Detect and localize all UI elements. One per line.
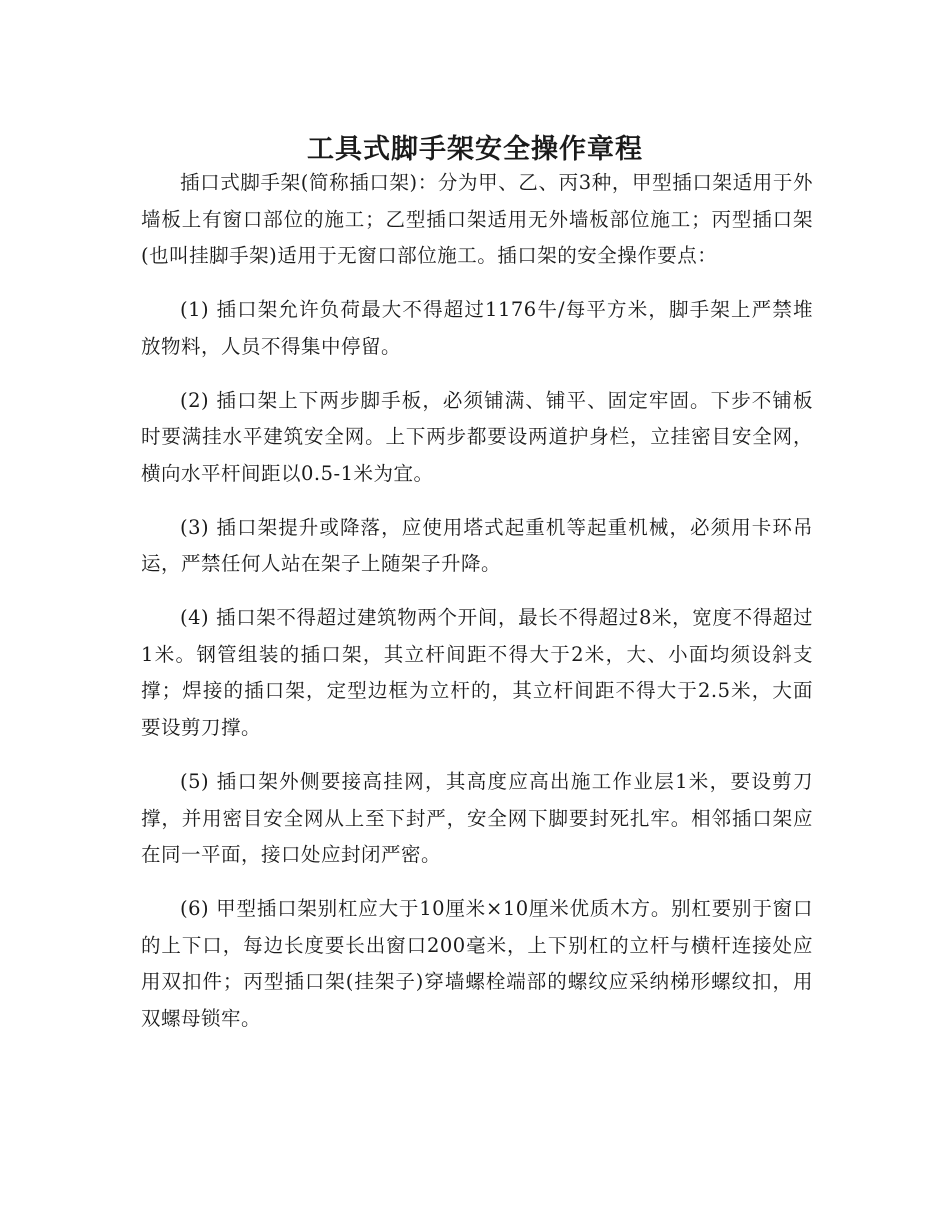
- item-paragraph-3: (3) 插口架提升或降落，应使用塔式起重机等起重机械，必须用卡环吊运，严禁任何人站在架子上随架子升降。: [141, 515, 813, 576]
- item-paragraph-5: (5) 插口架外侧要接高挂网，其高度应高出施工作业层1米，要设剪刀撑，并用密目安全网从上至下封严，安全网下脚要封死扎牢。相邻插口架应在同一平面，接口处应封闭严密。: [141, 769, 813, 867]
- item-paragraph-4: (4) 插口架不得超过建筑物两个开间，最长不得超过8米，宽度不得超过1米。钢管组装的插口架，其立杆间距不得大于2米，大、小面均须设斜支撑；焊接的插口架，定型边框为立杆的，其立杆间距不得大于2.5米，大面要设剪刀撑。: [141, 606, 813, 740]
- item-paragraph-2: (2) 插口架上下两步脚手板，必须铺满、铺平、固定牢固。下步不铺板时要满挂水平建筑安全网。上下两步都要设两道护身栏，立挂密目安全网，横向水平杆间距以0.5-1米为宜。: [141, 388, 813, 485]
- document-body: [141, 165, 813, 1038]
- page-title: 工具式脚手架安全操作章程: [307, 134, 643, 166]
- item-paragraph-6: (6) 甲型插口架别杠应大于10厘米×10厘米优质木方。别杠要别于窗口的上下口，每边长度要长出窗口200毫米，上下别杠的立杆与横杆连接处应用双扣件；丙型插口架(挂架子)穿墙螺栓端部的螺纹应采纳梯形螺纹扣，用双螺母锁牢。: [141, 896, 813, 1031]
- intro-paragraph: 插口式脚手架(简称插口架)：分为甲、乙、丙3种，甲型插口架适用于外墙板上有窗口部位的施工；乙型插口架适用无外墙板部位施工；丙型插口架(也叫挂脚手架)适用于无窗口部位施工。插口架的安全操作要点：: [141, 171, 813, 268]
- item-paragraph-1: (1) 插口架允许负荷最大不得超过1176牛/每平方米，脚手架上严禁堆放物料，人员不得集中停留。: [141, 298, 813, 358]
